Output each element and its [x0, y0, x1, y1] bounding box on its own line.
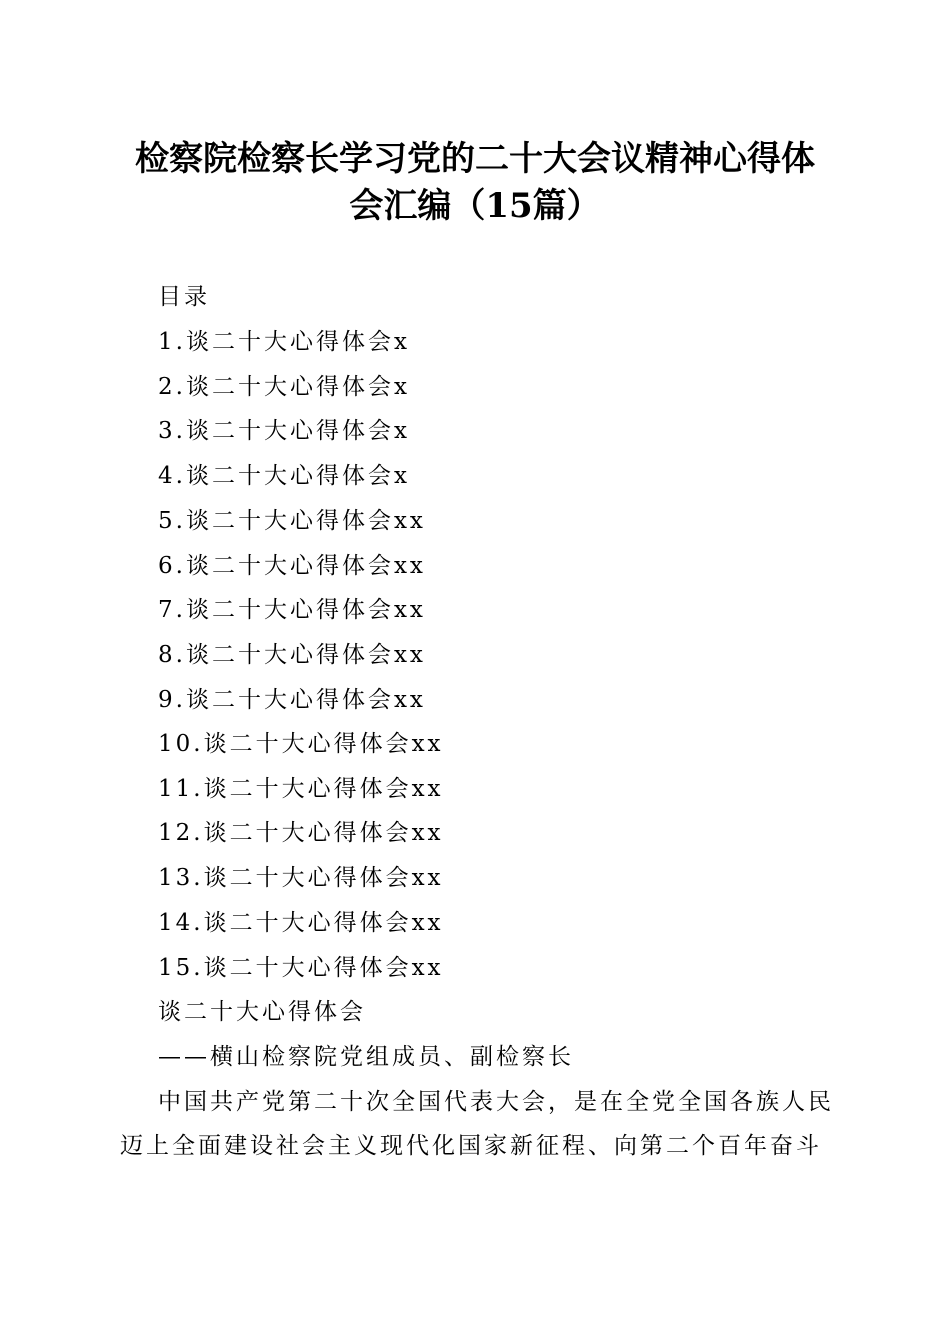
- toc-item: 10.谈二十大心得体会xx: [158, 731, 444, 757]
- toc-item: 14.谈二十大心得体会xx: [158, 910, 444, 936]
- toc-item: 1.谈二十大心得体会x: [158, 329, 410, 355]
- toc-item: 13.谈二十大心得体会xx: [158, 865, 444, 891]
- toc-item: 8.谈二十大心得体会xx: [158, 642, 426, 668]
- paragraph-line-1: 中国共产党第二十次全国代表大会，是在全党全国各族人民: [158, 1089, 834, 1115]
- toc-item: 7.谈二十大心得体会xx: [158, 597, 426, 623]
- title-line-2: 会汇编（15篇）: [349, 186, 601, 226]
- paragraph-line-2: 迈上全面建设社会主义现代化国家新征程、向第二个百年奋斗: [120, 1133, 822, 1159]
- toc-item: 12.谈二十大心得体会xx: [158, 820, 444, 846]
- toc-item: 5.谈二十大心得体会xx: [158, 508, 426, 534]
- author-line: ——横山检察院党组成员、副检察长: [158, 1044, 574, 1070]
- document-title: [60, 136, 890, 230]
- toc-item: 3.谈二十大心得体会x: [158, 418, 410, 444]
- toc-item: 11.谈二十大心得体会xx: [158, 776, 444, 802]
- toc-heading: 目录: [158, 284, 210, 310]
- section-title: 谈二十大心得体会: [158, 999, 366, 1025]
- toc-item: 6.谈二十大心得体会xx: [158, 553, 426, 579]
- toc-item: 9.谈二十大心得体会xx: [158, 687, 426, 713]
- toc-item: 15.谈二十大心得体会xx: [158, 955, 444, 981]
- toc-item: 4.谈二十大心得体会x: [158, 463, 410, 489]
- title-line-1: 检察院检察长学习党的二十大会议精神心得体: [135, 139, 815, 179]
- toc-item: 2.谈二十大心得体会x: [158, 374, 410, 400]
